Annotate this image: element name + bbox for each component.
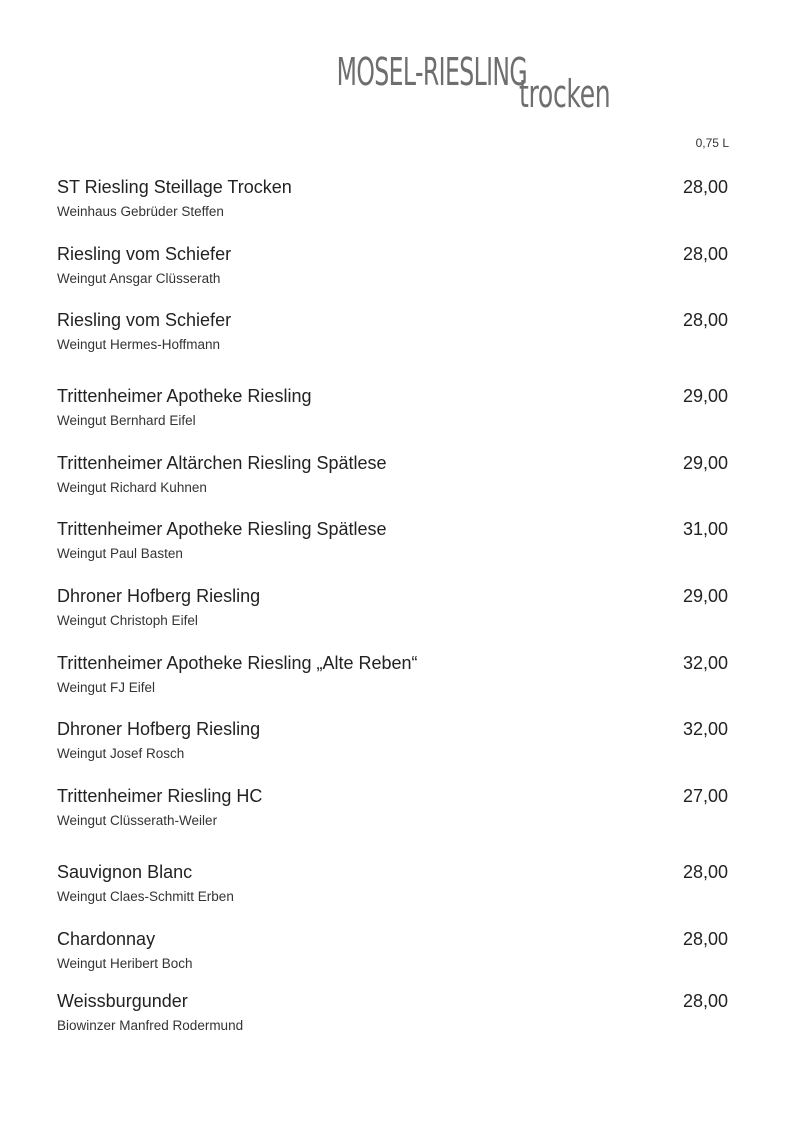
page-title	[0, 50, 793, 116]
wine-name: Sauvignon Blanc	[57, 862, 193, 882]
wine-name: Dhroner Hofberg Riesling	[57, 586, 261, 606]
wine-name: Trittenheimer Apotheke Riesling Spätlese	[57, 519, 387, 539]
wine-price: 28,00	[682, 177, 728, 197]
wine-price: 28,00	[682, 862, 728, 882]
wine-producer: Biowinzer Manfred Rodermund	[57, 1018, 244, 1033]
wine-producer: Weingut Paul Basten	[57, 546, 183, 561]
wine-producer: Weingut Clüsserath-Weiler	[57, 813, 218, 828]
wine-name: Trittenheimer Apotheke Riesling	[57, 386, 312, 406]
wine-name: Trittenheimer Apotheke Riesling „Alte Reben“	[57, 653, 418, 673]
wine-price: 31,00	[682, 519, 728, 539]
wine-producer: Weingut Richard Kuhnen	[57, 480, 207, 495]
wine-name: ST Riesling Steillage Trocken	[57, 177, 292, 197]
wine-price: 28,00	[682, 991, 728, 1011]
wine-name: Riesling vom Schiefer	[57, 244, 232, 264]
wine-name: Trittenheimer Riesling HC	[57, 786, 263, 806]
wine-producer: Weingut Heribert Boch	[57, 956, 193, 971]
wine-producer: Weinhaus Gebrüder Steffen	[57, 204, 224, 219]
wine-price: 28,00	[682, 244, 728, 264]
wine-producer: Weingut Claes-Schmitt Erben	[57, 889, 234, 904]
title-main: MOSEL-RIESLING	[336, 50, 527, 94]
wine-name: Weissburgunder	[57, 991, 188, 1011]
wine-price: 27,00	[682, 786, 728, 806]
wine-price: 28,00	[682, 929, 728, 949]
wine-name: Trittenheimer Altärchen Riesling Spätlese	[57, 453, 387, 473]
wine-producer: Weingut Josef Rosch	[57, 746, 185, 761]
wine-producer: Weingut Christoph Eifel	[57, 613, 198, 628]
wine-price: 29,00	[682, 453, 728, 473]
wine-producer: Weingut Hermes-Hoffmann	[57, 337, 221, 352]
wine-name: Chardonnay	[57, 929, 156, 949]
wine-price: 29,00	[682, 586, 728, 606]
volume-unit: 0,75 L	[695, 136, 729, 150]
wine-name: Dhroner Hofberg Riesling	[57, 719, 261, 739]
wine-producer: Weingut FJ Eifel	[57, 680, 156, 695]
wine-producer: Weingut Ansgar Clüsserath	[57, 271, 221, 286]
wine-price: 28,00	[682, 310, 728, 330]
wine-name: Riesling vom Schiefer	[57, 310, 232, 330]
title-sub: trocken	[518, 72, 611, 116]
wine-price: 32,00	[682, 719, 728, 739]
wine-producer: Weingut Bernhard Eifel	[57, 413, 196, 428]
wine-price: 32,00	[682, 653, 728, 673]
wine-price: 29,00	[682, 386, 728, 406]
